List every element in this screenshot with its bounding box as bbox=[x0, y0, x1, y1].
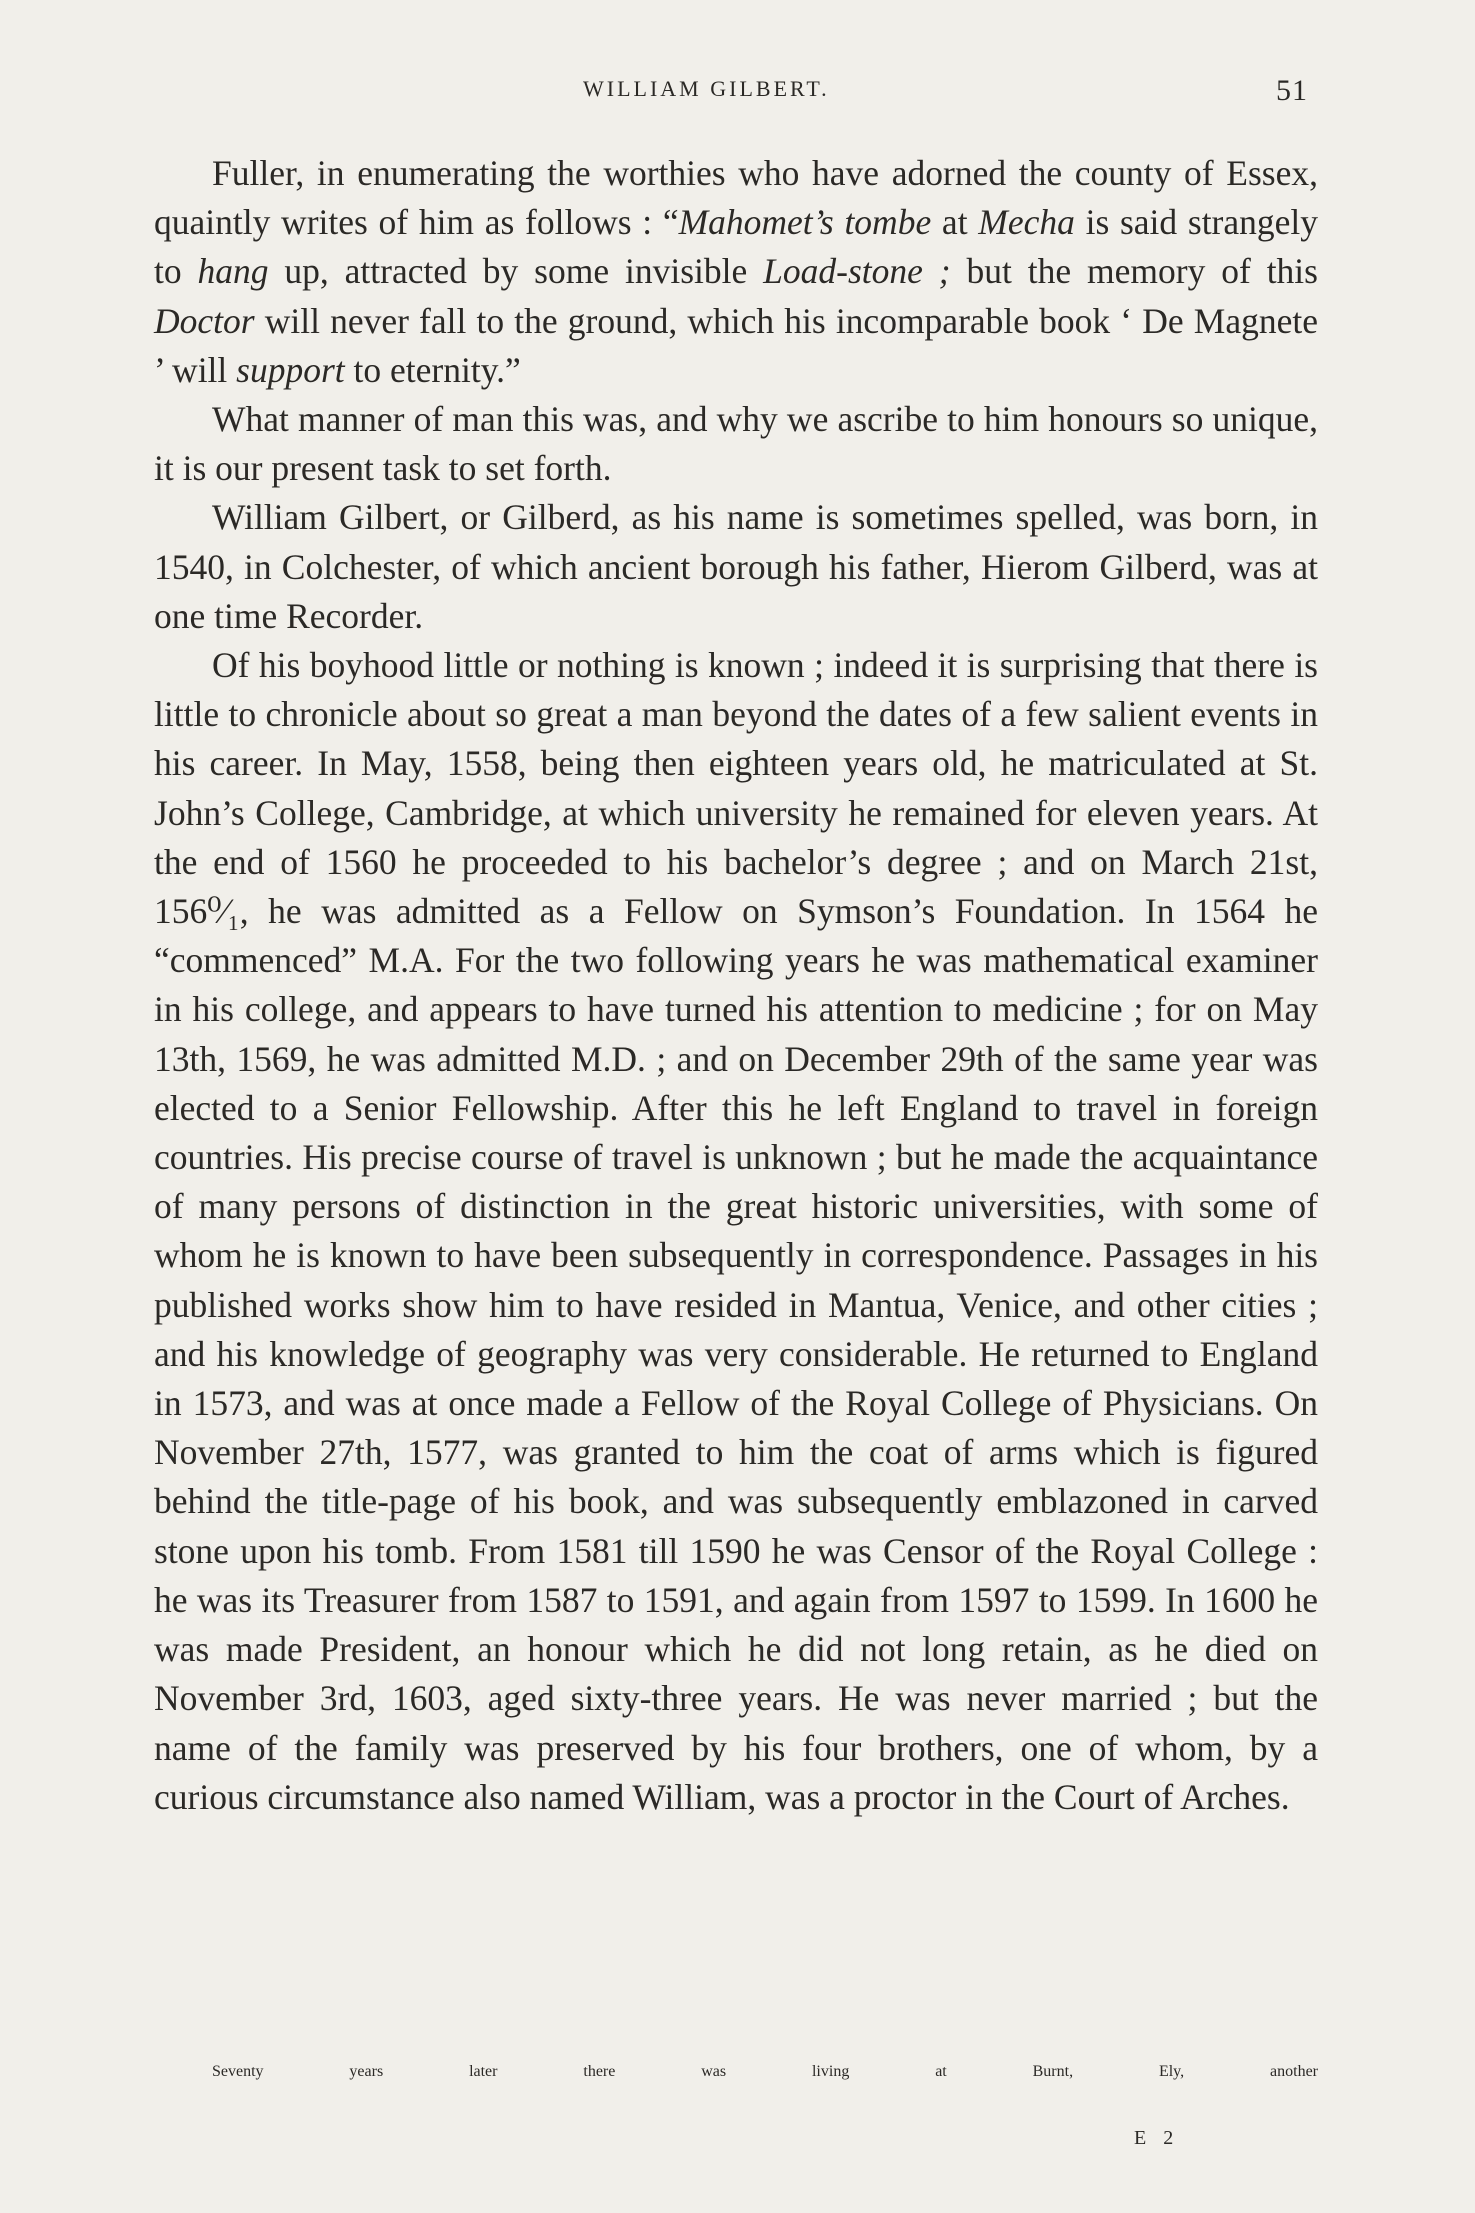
text-run: at bbox=[931, 202, 979, 243]
paragraph bbox=[154, 395, 1318, 493]
italic-text: Mahomet’s tombe bbox=[678, 202, 932, 243]
text-run: up, attracted by some invisible bbox=[268, 251, 764, 292]
text-run: Fuller, in enumerating the worthies who have adorned the county of Essex, quaintly writes of him as follows : “ bbox=[154, 153, 1318, 243]
page-number: 51 bbox=[1276, 74, 1308, 107]
italic-text: support bbox=[236, 349, 345, 390]
running-title: WILLIAM GILBERT. bbox=[583, 76, 830, 101]
paragraph bbox=[154, 641, 1318, 1822]
body-text bbox=[154, 149, 1318, 1822]
italic-text: Load-stone ; bbox=[763, 251, 951, 292]
italic-text: hang bbox=[197, 251, 269, 292]
text-run: is said strangely to bbox=[154, 202, 1319, 292]
paragraph bbox=[154, 149, 1318, 395]
text-run: but the memory of this bbox=[950, 251, 1318, 292]
running-head bbox=[0, 76, 1475, 116]
continuation-line bbox=[154, 2063, 1318, 2081]
paragraph-continued: Seventy years later there was living at Burnt, Ely, another bbox=[212, 2063, 1318, 2080]
text-run: Of his boyhood little or nothing is known ; indeed it is surprising that there is little to chronicle about so great a man beyond the dates of a few salient events in his career. In May, 1558, being then eighteen years old, he matriculated at St. John’s College, Cambridge, at which university he remained for eleven years. At the end of 1560 he proceeded to his bachelor’s degree ; and on March 21st, 156⁰⁄₁, he was admitted as a Fellow on Symson’s Foundation. In 1564 he “commenced” M.A. For the two following years he was mathematical examiner in his college, and appears to have turned his attention to medicine ; for on May 13th, 1569, he was admitted M.D. ; and on December 29th of the same year was elected to a Senior Fellowship. After this he left England to travel in foreign countries. His precise course of travel is unknown ; but he made the acquaintance of many persons of distinction in the great historic universities, with some of whom he is known to have been subsequently in correspondence. Passages in his published works show him to have resided in Mantua, Venice, and other cities ; and his knowledge of geography was very considerable. He returned to England in 1573, and was at once made a Fellow of the Royal College of Physicians. On November 27th, 1577, was granted to him the coat of arms which is figured behind the title-page of his book, and was subsequently emblazoned in carved stone upon his tomb. From 1581 till 1590 he was Censor of the Royal College : he was its Treasurer from 1587 to 1591, and again from 1597 to 1599. In 1600 he was made President, an honour which he did not long retain, as he died on November 3rd, 1603, aged sixty-three years. He was never married ; but the name of the family was preserved by his four brothers, one of whom, by a curious circumstance also named William, was a proctor in the Court of Arches. bbox=[154, 645, 1318, 1817]
signature-mark: E 2 bbox=[1134, 2127, 1180, 2149]
text-run: What manner of man this was, and why we ascribe to him honours so unique, it is our present task to set forth. bbox=[154, 399, 1318, 489]
italic-text: Mecha bbox=[978, 202, 1075, 243]
text-run: William Gilbert, or Gilberd, as his name is sometimes spelled, was born, in 1540, in Colchester, of which ancient borough his father, Hierom Gilberd, was at one time Recorder. bbox=[154, 497, 1318, 636]
text-run: will never fall to the ground, which his incomparable book ‘ De Magnete ’ will bbox=[154, 300, 1318, 390]
italic-text: Doctor bbox=[154, 300, 255, 341]
paragraph bbox=[154, 493, 1318, 641]
text-run: to eternity.” bbox=[344, 349, 521, 390]
